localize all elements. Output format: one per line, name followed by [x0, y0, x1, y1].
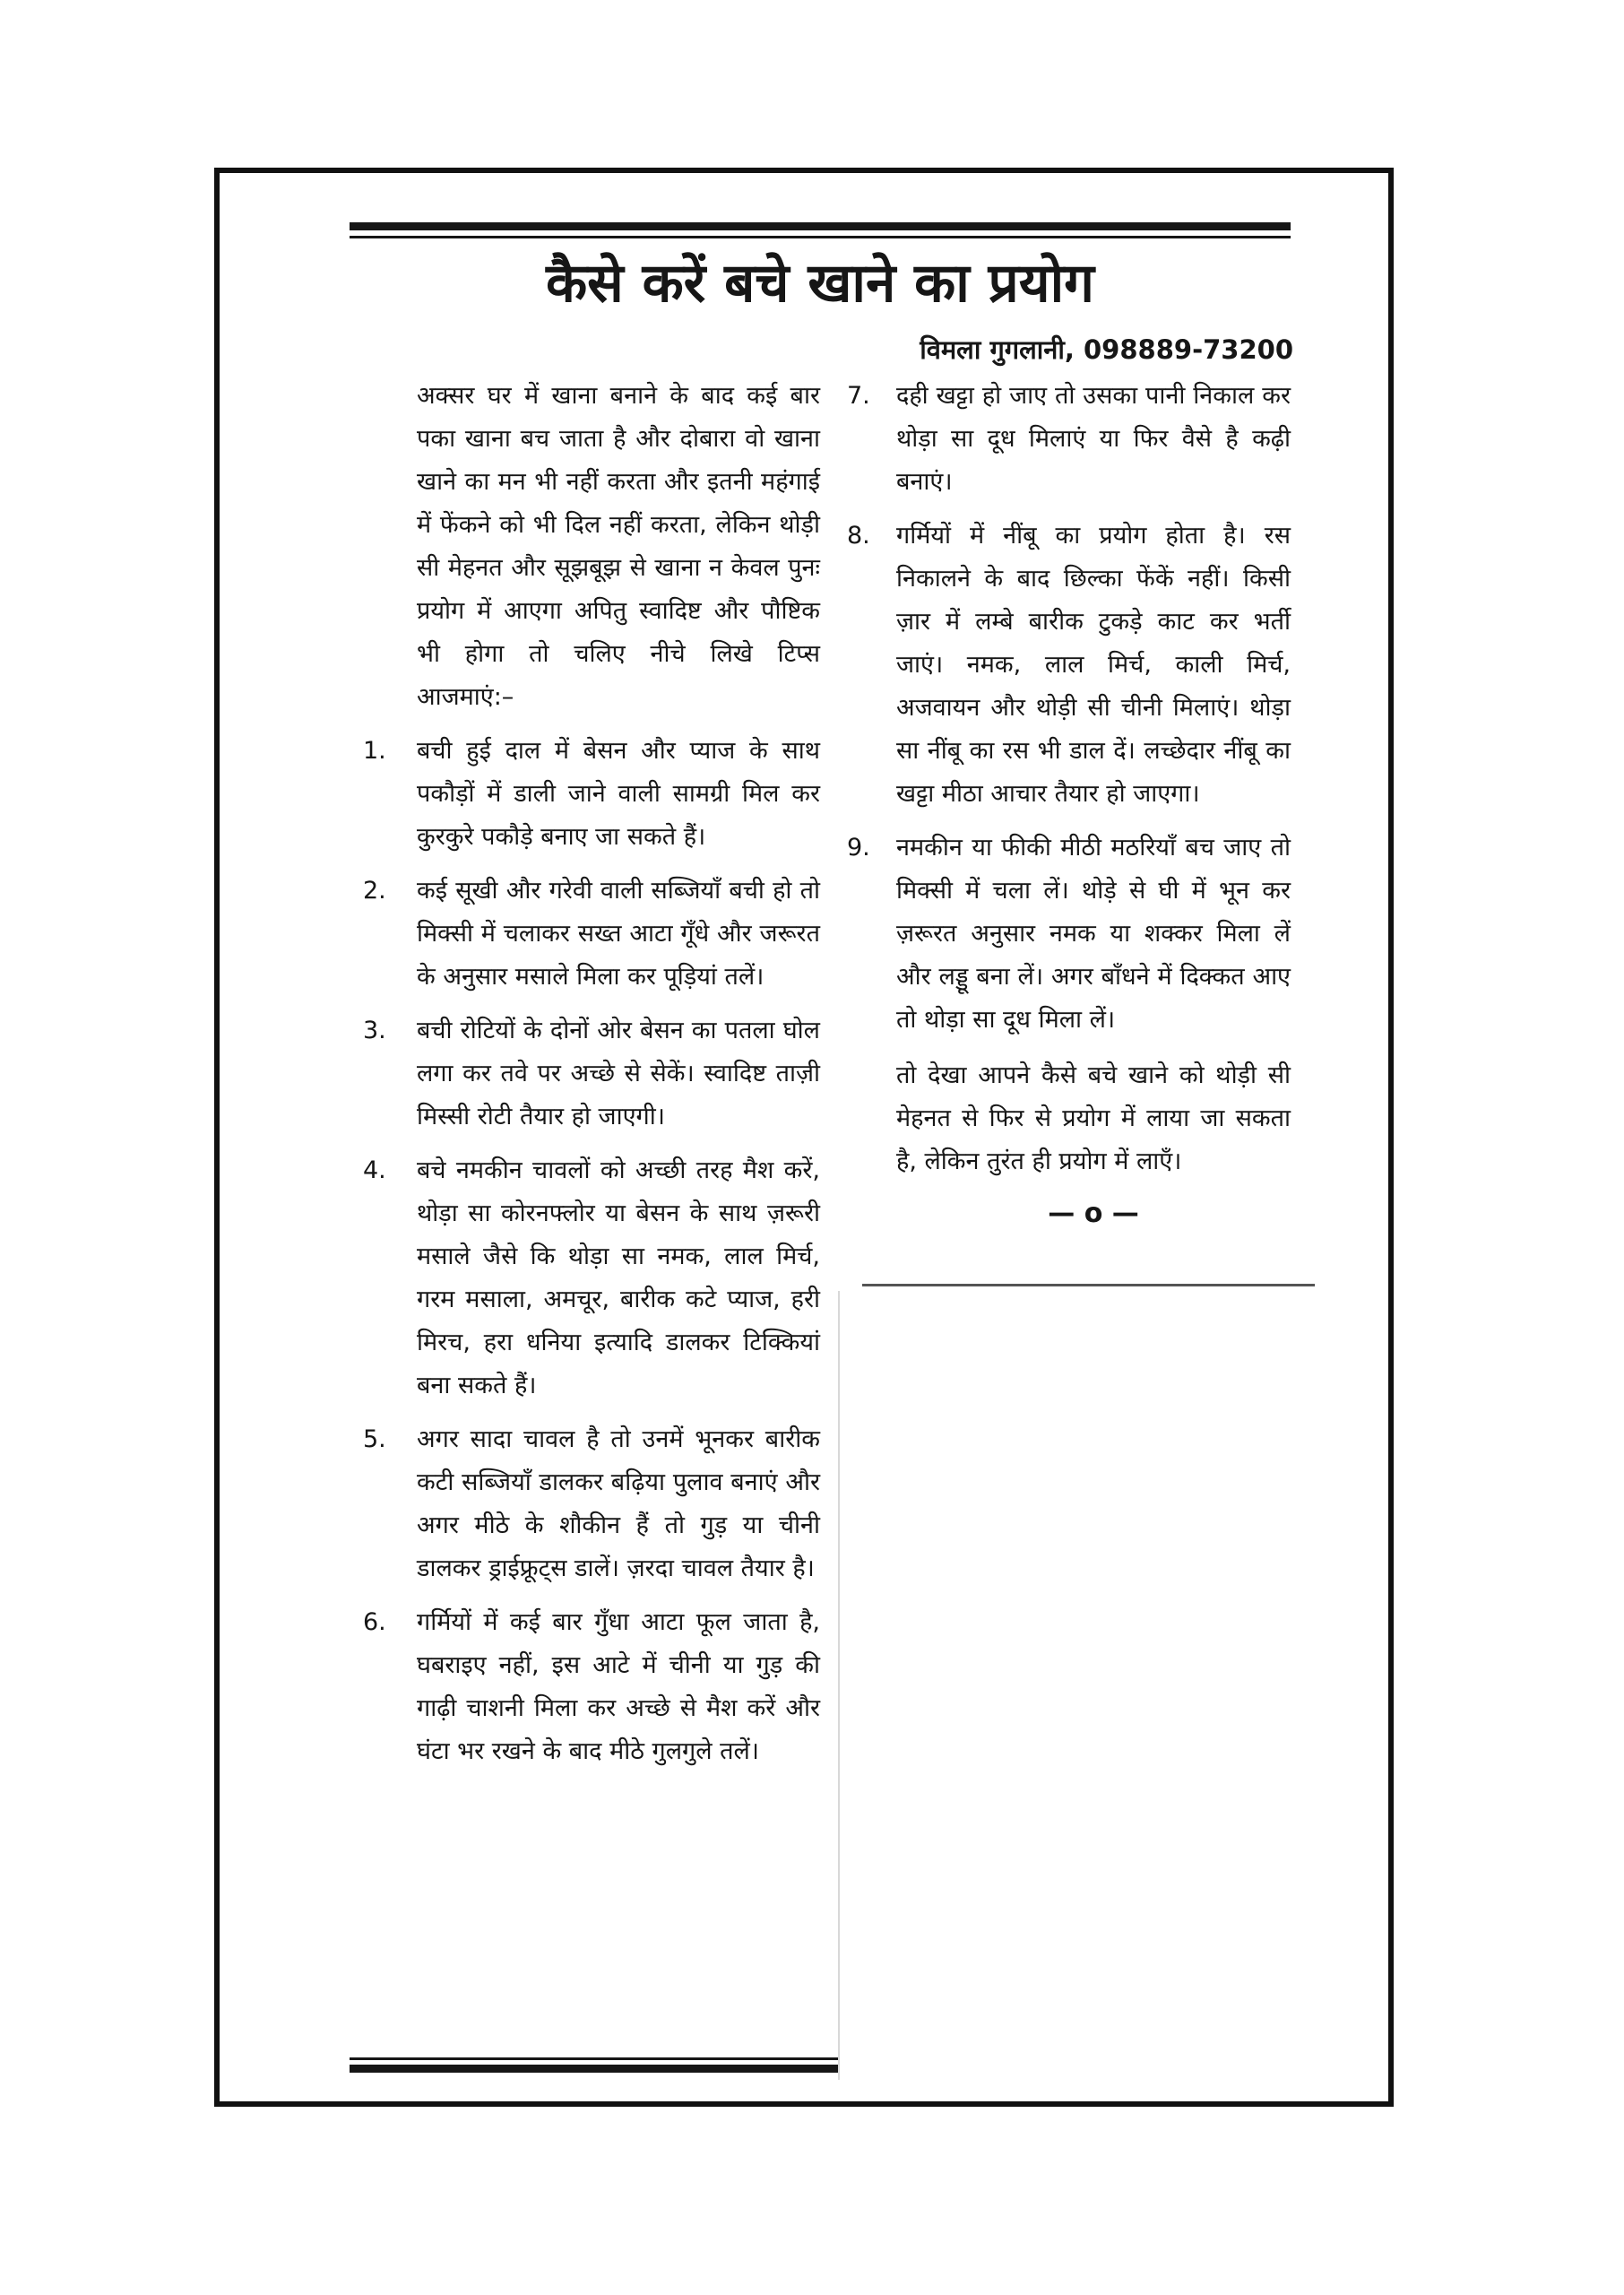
- tip-text: गर्मियों में कई बार गुँधा आटा फूल जाता है, घबराइए नहीं, इस आटे में चीनी या गुड़ की गाढ़ी चाशनी मिला कर अच्छे से मैश करें और घंटा भर रखने के बाद मीठे गुलगुले तलें।: [417, 1608, 820, 1765]
- tip-number: 6.: [363, 1608, 386, 1636]
- tip-text: दही खट्टा हो जाए तो उसका पानी निकाल कर थोड़ा सा दूध मिलाएं या फिर वैसे है कढ़ी बनाएं।: [896, 382, 1291, 496]
- column-end-divider: [862, 1284, 1315, 1286]
- right-column: [847, 375, 1291, 1235]
- article-title: कैसे करें बचे खाने का प्रयोग: [546, 252, 1094, 315]
- tip-text: बची रोटियों के दोनों ओर बेसन का पतला घोल लगा कर तवे पर अच्छे से सेकें। स्वादिष्ट ताज़ी मिस्सी रोटी तैयार हो जाएगी।: [417, 1017, 820, 1130]
- tip-item: [363, 1418, 820, 1590]
- outro-paragraph: तो देखा आपने कैसे बचे खाने को थोड़ी सी मेहनत से फिर से प्रयोग में लाया जा सकता है, लेकिन तुरंत ही प्रयोग में लाएँ।: [896, 1061, 1291, 1175]
- left-column: [363, 375, 820, 1784]
- bottom-rule: [350, 2057, 838, 2073]
- tip-number: 8.: [847, 522, 870, 550]
- tip-item: [847, 515, 1291, 816]
- tip-item: [363, 1009, 820, 1139]
- tip-text: बचे नमकीन चावलों को अच्छी तरह मैश करें, थोड़ा सा कोरनफ्लोर या बेसन के साथ ज़रूरी मसाले जैसे कि थोड़ा सा नमक, लाल मिर्च, गरम मसाला, अमचूर, बारीक कटे प्याज, हरी मिरच, हरा धनिया इत्यादि डालकर टिक्कियां बना सकते हैं।: [417, 1156, 820, 1399]
- tip-item: [363, 1601, 820, 1773]
- tip-number: 5.: [363, 1425, 386, 1453]
- tip-text: गर्मियों में नींबू का प्रयोग होता है। रस निकालने के बाद छिल्का फेंकें नहीं। किसी ज़ार में लम्बे बारीक टुकड़े काट कर भर्ती जाएं। नमक, लाल मिर्च, काली मिर्च, अजवायन और थोड़ी सी चीनी मिलाएं। थोड़ा सा नींबू का रस भी डाल दें। लच्छेदार नींबू का खट्टा मीठा आचार तैयार हो जाएगा।: [896, 522, 1291, 808]
- tip-item: [363, 1149, 820, 1407]
- tip-number: 7.: [847, 382, 870, 410]
- tip-item: [847, 827, 1291, 1042]
- tip-text: अगर सादा चावल है तो उनमें भूनकर बारीक कटी सब्जियाँ डालकर बढ़िया पुलाव बनाएं और अगर मीठे के शौकीन हैं तो गुड़ या चीनी डालकर ड्राईफ्रूट्स डालें। ज़रदा चावल तैयार है।: [417, 1425, 820, 1582]
- author-byline: विमला गुगलानी, 098889-73200: [920, 334, 1293, 365]
- end-mark: — o —: [1048, 1198, 1139, 1229]
- tip-number: 3.: [363, 1017, 386, 1044]
- tip-item: [847, 375, 1291, 504]
- tip-number: 1.: [363, 737, 386, 765]
- tip-number: 2.: [363, 877, 386, 905]
- tip-text: नमकीन या फीकी मीठी मठरियाँ बच जाए तो मिक्सी में चला लें। थोड़े से घी में भून कर ज़रूरत अनुसार नमक या शक्कर मिला लें और लड्डू बना लें। अगर बाँधने में दिक्कत आए तो थोड़ा सा दूध मिला लें।: [896, 834, 1291, 1034]
- tip-text: कई सूखी और गरेवी वाली सब्जियाँ बची हो तो मिक्सी में चलाकर सख्त आटा गूँधे और जरूरत के अनुसार मसाले मिला कर पूड़ियां तलें।: [417, 877, 820, 991]
- tip-number: 9.: [847, 834, 870, 862]
- tip-text: बची हुई दाल में बेसन और प्याज के साथ पकौड़ों में डाली जाने वाली सामग्री मिल कर कुरकुरे पकौड़े बनाए जा सकते हैं।: [417, 737, 820, 851]
- tip-number: 4.: [363, 1156, 386, 1184]
- top-rule: [350, 222, 1291, 238]
- tip-item: [363, 730, 820, 859]
- column-gutter-line: [838, 1291, 840, 2080]
- tip-item: [363, 870, 820, 999]
- intro-paragraph: अक्सर घर में खाना बनाने के बाद कई बार पका खाना बच जाता है और दोबारा वो खाना खाने का मन भी नहीं करता और इतनी महंगाई में फेंकने को भी दिल नहीं करता, लेकिन थोड़ी सी मेहनत और सूझबूझ से खाना न केवल पुनः प्रयोग में आएगा अपितु स्वादिष्ट और पौष्टिक भी होगा तो चलिए नीचे लिखे टिप्स आजमाएं:–: [417, 382, 820, 711]
